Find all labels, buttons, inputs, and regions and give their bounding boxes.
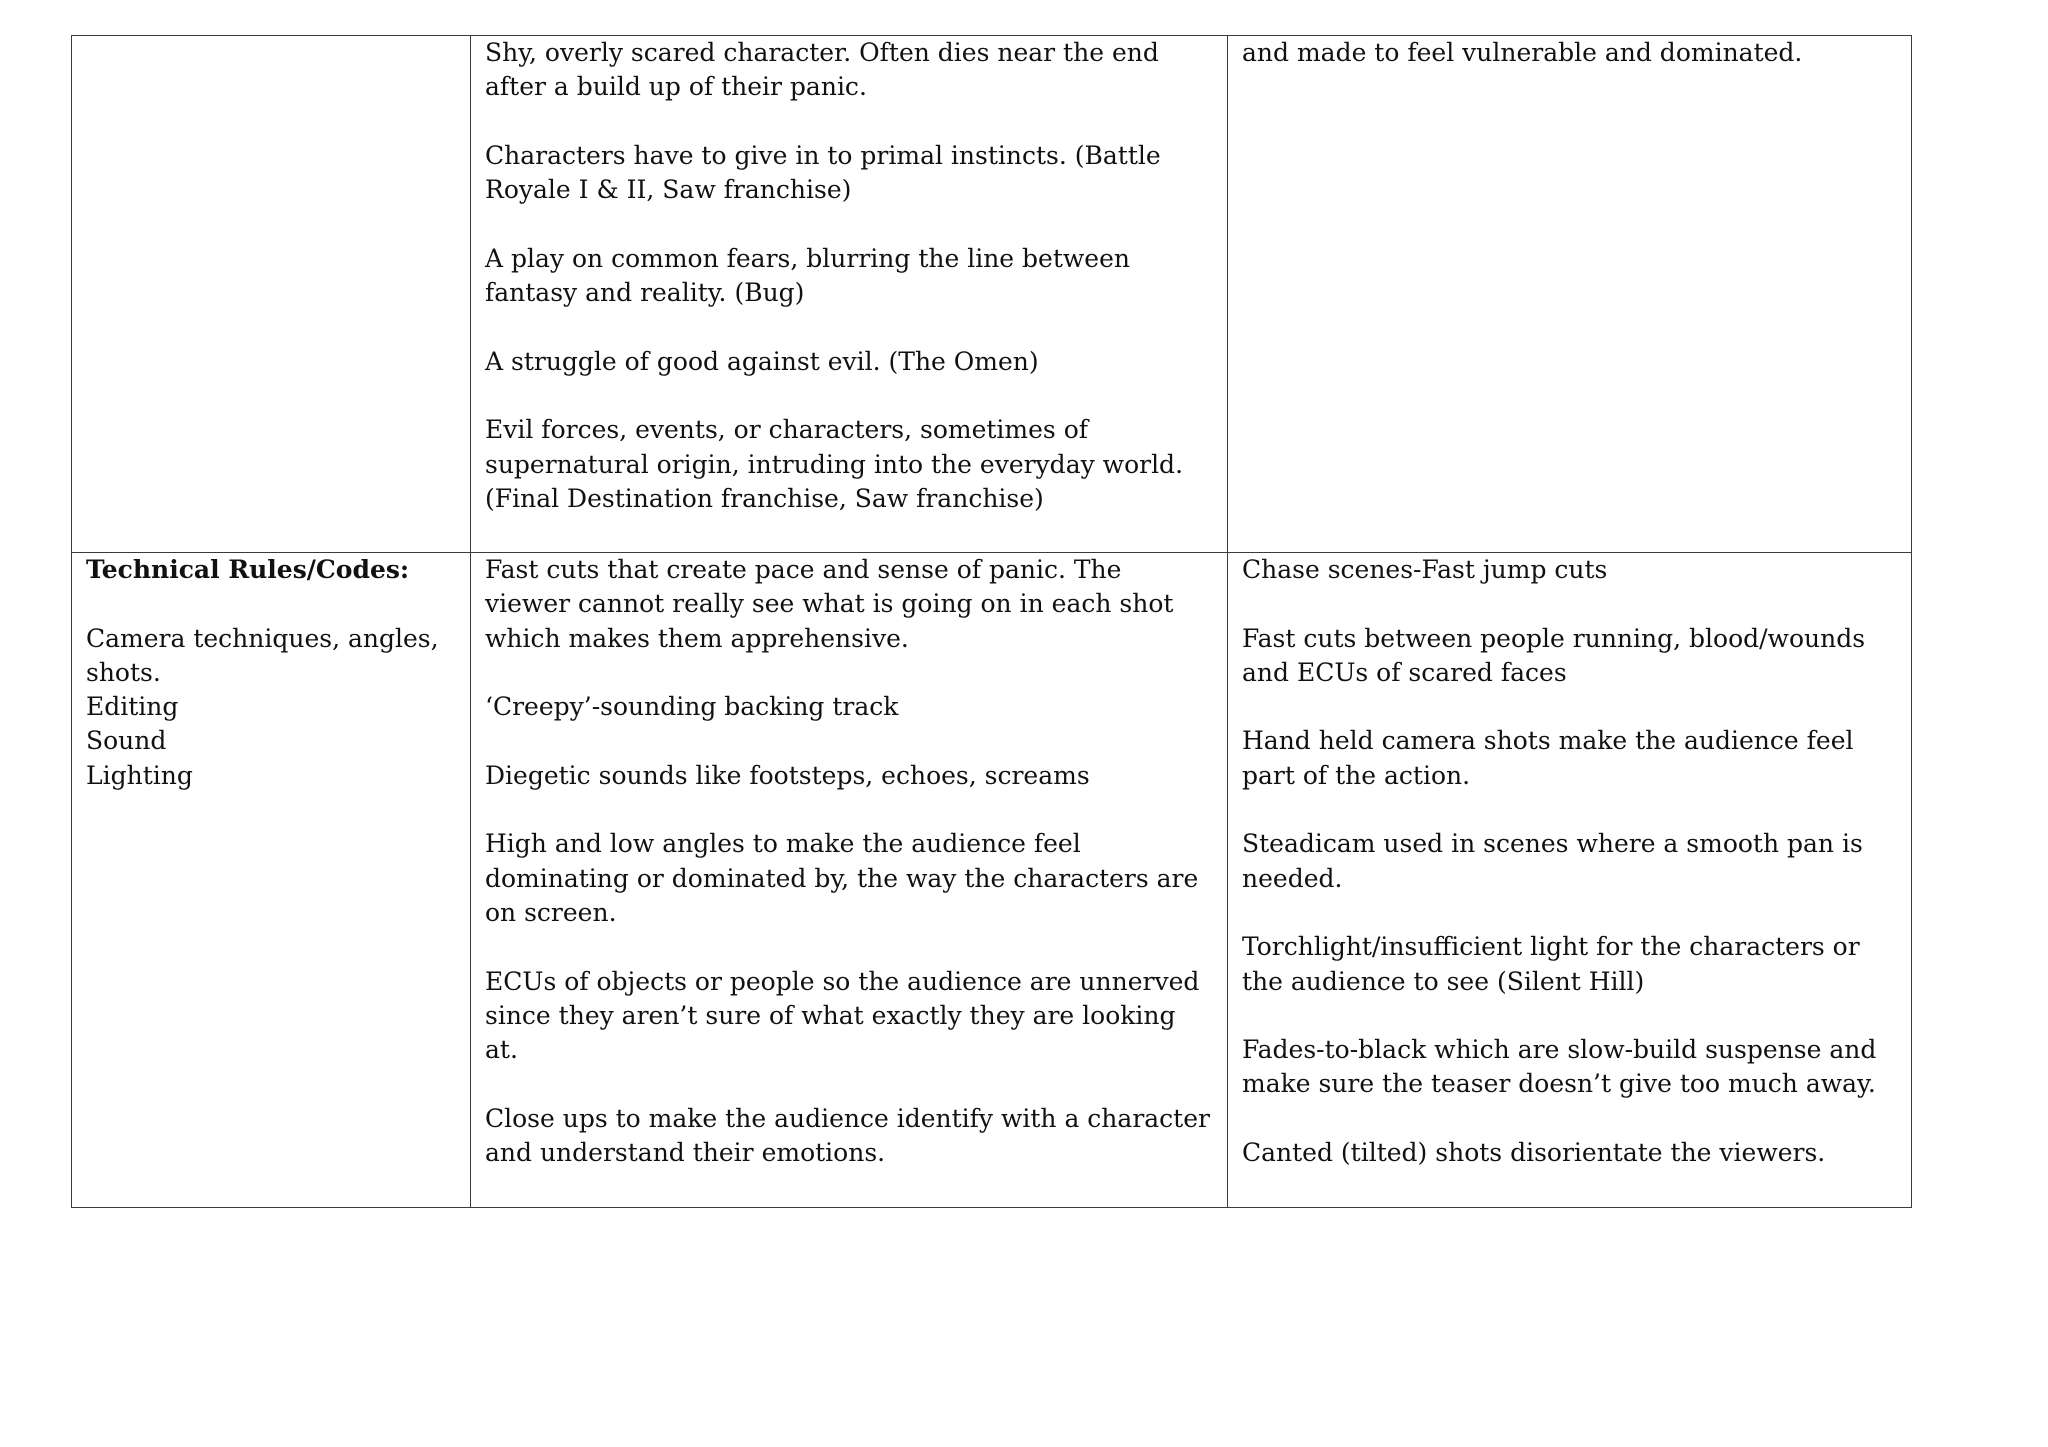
paragraph: High and low angles to make the audience feel dominating or dominated by, the way the characters are on screen.: [485, 829, 1199, 927]
section-heading: Technical Rules/Codes:: [86, 555, 410, 584]
row2-examples-cell: [1228, 553, 1912, 1208]
paragraph: Diegetic sounds like footsteps, echoes, screams: [485, 760, 1090, 790]
paragraph: Shy, overly scared character. Often dies near the end after a build up of their panic.: [485, 38, 1159, 102]
paragraph: Steadicam used in scenes where a smooth pan is needed.: [1242, 829, 1863, 893]
paragraph: ECUs of objects or people so the audience are unnerved since they aren’t sure of what exactly they are looking at.: [485, 966, 1200, 1065]
paragraph: and made to feel vulnerable and dominated.: [1242, 38, 1803, 67]
paragraph: ‘Creepy’-sounding backing track: [485, 692, 899, 722]
paragraph: Torchlight/insufficient light for the characters or the audience to see (Silent Hill): [1242, 932, 1860, 996]
row1-label-cell: [72, 36, 471, 553]
paragraph: Chase scenes-Fast jump cuts: [1242, 555, 1608, 584]
paragraph: Fast cuts that create pace and sense of panic. The viewer cannot really see what is going on in each shot which makes them apprehensive.: [485, 555, 1174, 653]
paragraph: A struggle of good against evil. (The Omen): [485, 346, 1039, 376]
row1-examples-cell: [1228, 36, 1912, 553]
paragraph: A play on common fears, blurring the line between fantasy and reality. (Bug): [485, 243, 1130, 308]
row2-conventions-cell: [471, 553, 1228, 1208]
paragraph: Fast cuts between people running, blood/wounds and ECUs of scared faces: [1242, 623, 1866, 687]
label-lines: Camera techniques, angles, shots. Editing Sound Lighting: [86, 623, 439, 790]
row2-label-cell: [72, 553, 471, 1208]
paragraph: Fades-to-black which are slow-build suspense and make sure the teaser doesn’t give too much away.: [1242, 1035, 1877, 1099]
paragraph: Characters have to give in to primal instincts. (Battle Royale I & II, Saw franchise): [485, 140, 1161, 205]
table-row: [72, 553, 1912, 1208]
paragraph: Hand held camera shots make the audience feel part of the action.: [1242, 726, 1854, 790]
paragraph: Canted (tilted) shots disorientate the viewers.: [1242, 1138, 1826, 1168]
genre-conventions-table: [71, 35, 1912, 1208]
paragraph: Close ups to make the audience identify with a character and understand their emotions.: [485, 1103, 1210, 1168]
paragraph: Evil forces, events, or characters, sometimes of supernatural origin, intruding into the everyday world. (Final Destination franchise, Saw franchise): [485, 415, 1184, 513]
table-row: [72, 36, 1912, 553]
row1-conventions-cell: [471, 36, 1228, 553]
